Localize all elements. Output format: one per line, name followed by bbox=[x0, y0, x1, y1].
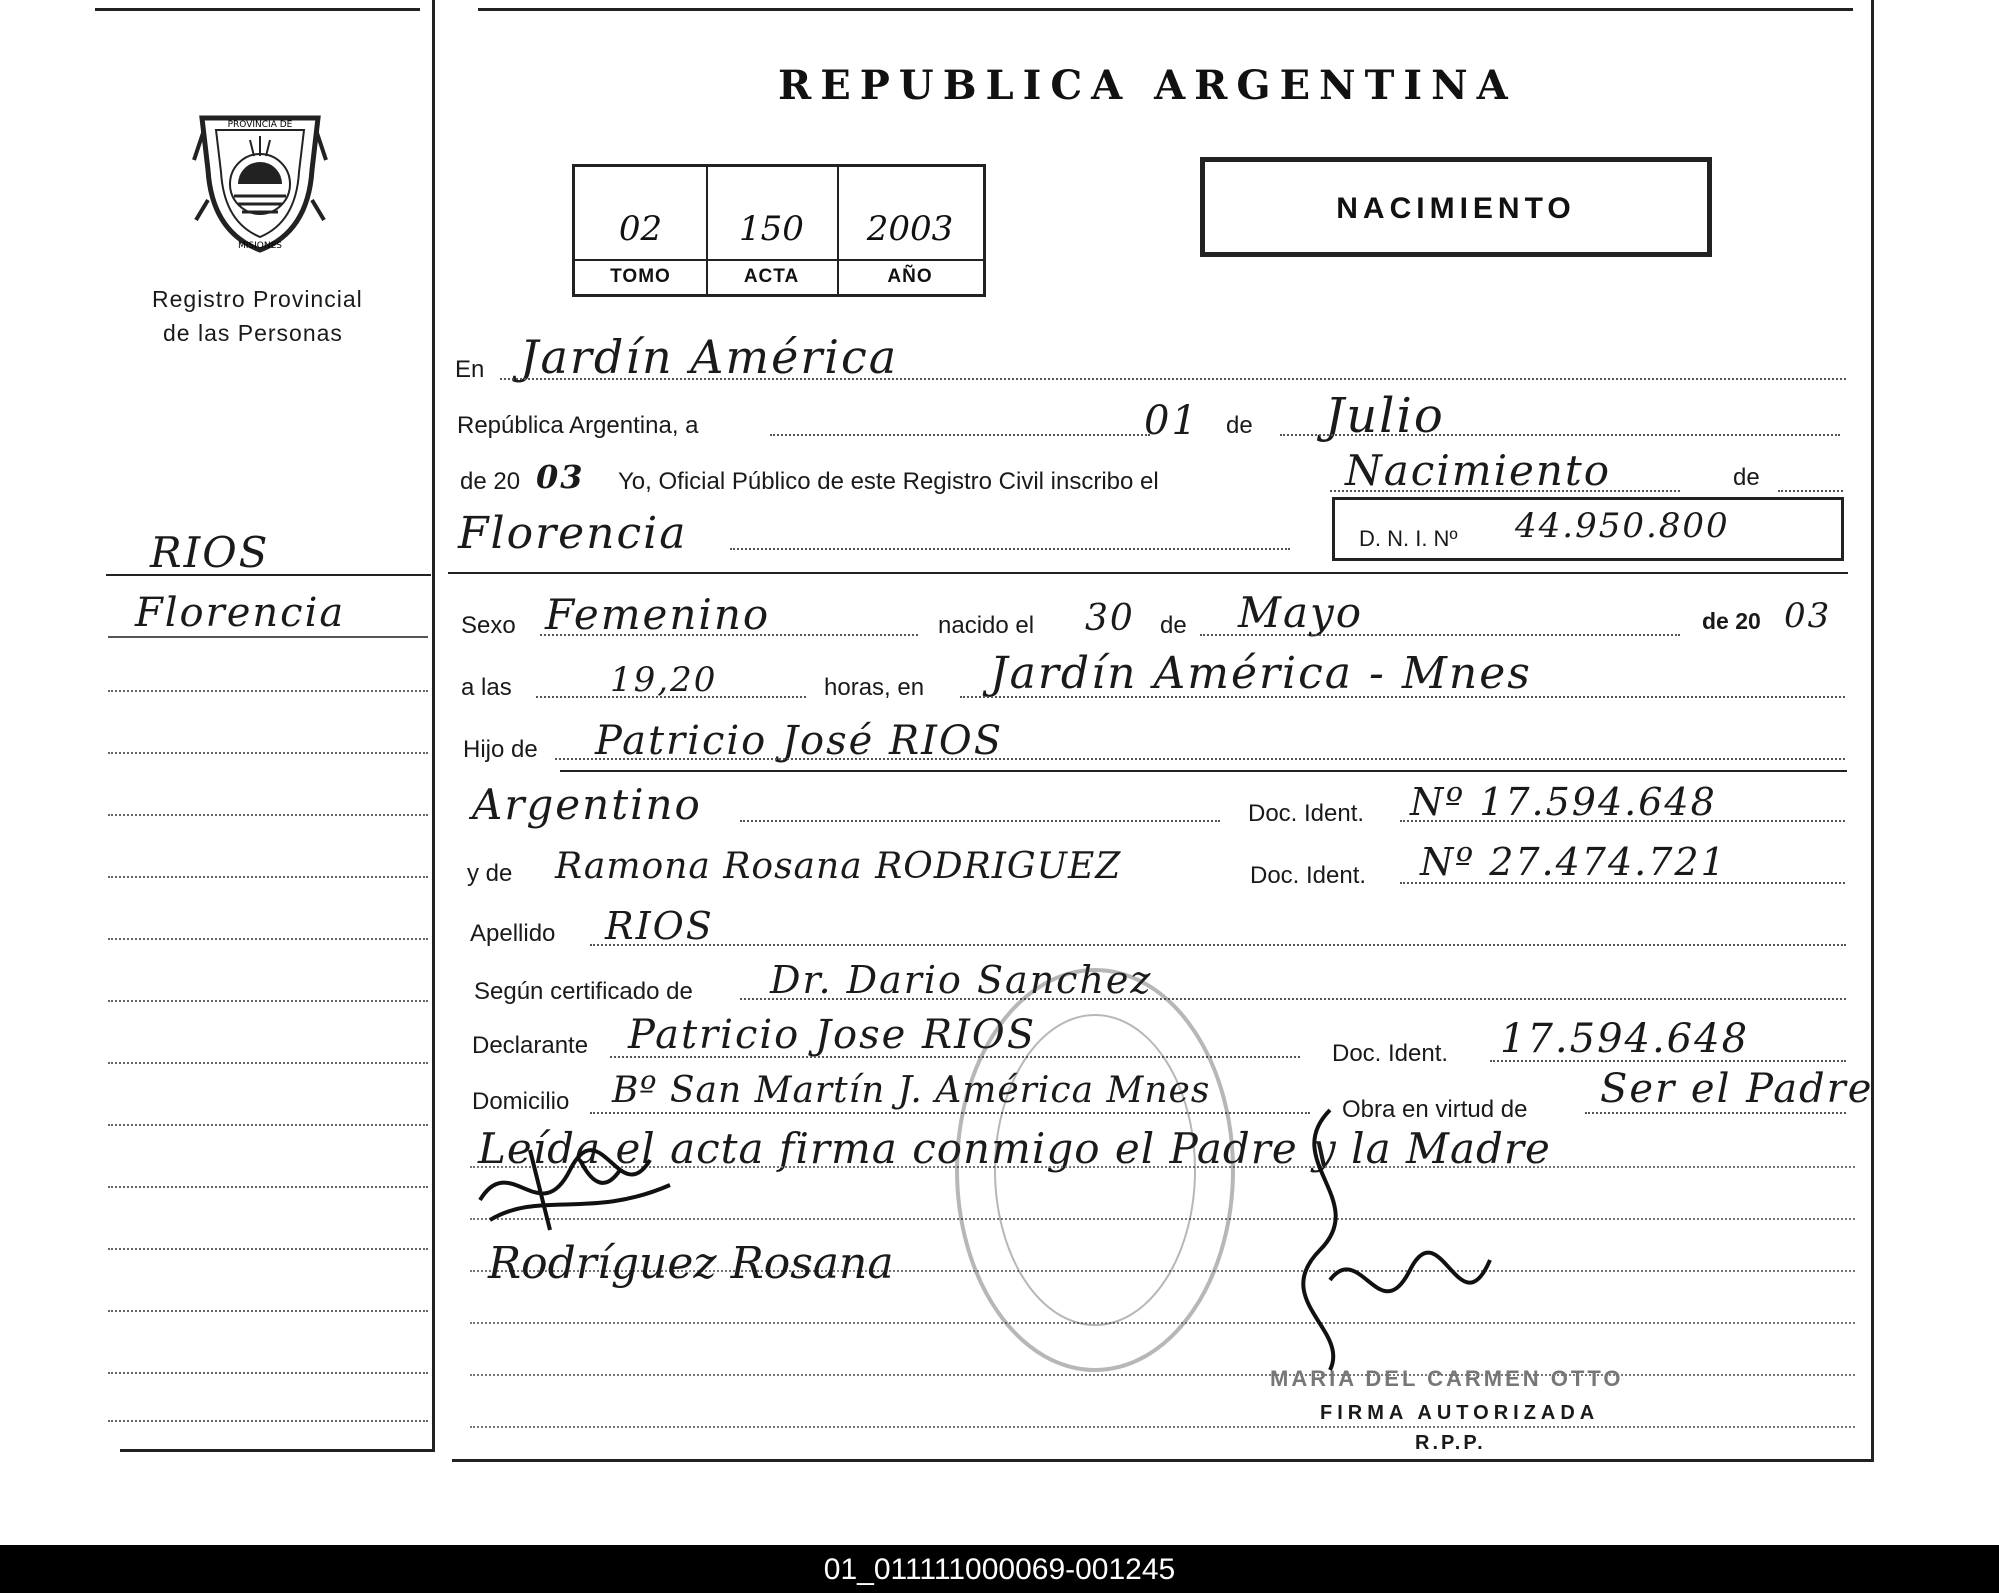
father-line bbox=[555, 758, 1845, 760]
top-rule-left bbox=[95, 8, 420, 11]
registration-year-suffix: 03 bbox=[536, 458, 585, 496]
republica-label: República Argentina, a bbox=[457, 412, 699, 439]
top-rule-right bbox=[478, 8, 1853, 11]
first-name-line bbox=[730, 548, 1290, 550]
record-number-box bbox=[572, 164, 986, 297]
segun-label: Según certificado de bbox=[474, 978, 693, 1005]
doc-ident-label-2: Doc. Ident. bbox=[1250, 862, 1367, 889]
margin-line bbox=[108, 1420, 428, 1422]
domicile: Bº San Martín J. América Mnes bbox=[612, 1070, 1211, 1111]
hour-line bbox=[536, 696, 806, 698]
dni-value: 44.950.800 bbox=[1515, 506, 1730, 546]
mother-name: Ramona Rosana RODRIGUEZ bbox=[555, 846, 1122, 887]
birth-year-suffix: 03 bbox=[1784, 596, 1832, 636]
margin-line bbox=[108, 752, 428, 754]
declarant-name: Patricio Jose RIOS bbox=[628, 1012, 1037, 1058]
de-label-1: de bbox=[1226, 412, 1253, 439]
registry-line2: de las Personas bbox=[163, 320, 343, 346]
de-label-3: de bbox=[1160, 612, 1187, 639]
footer-bar bbox=[0, 1545, 1999, 1593]
doc-type-title: NACIMIENTO bbox=[1336, 192, 1576, 225]
month-line bbox=[1280, 434, 1840, 436]
day-line bbox=[770, 434, 1150, 436]
registration-place: Jardín América bbox=[520, 330, 899, 384]
birth-year-prefix: de 20 bbox=[1702, 608, 1761, 634]
doc-ident-label-1: Doc. Ident. bbox=[1248, 800, 1365, 827]
certificado-line bbox=[740, 998, 1846, 1000]
father-doc: Nº 17.594.648 bbox=[1410, 780, 1717, 824]
horas-label: horas, en bbox=[824, 674, 925, 701]
margin-line bbox=[108, 1186, 428, 1188]
mother-doc: Nº 27.474.721 bbox=[1420, 840, 1727, 884]
anio-label: AÑO bbox=[887, 266, 933, 287]
tomo-label: TOMO bbox=[610, 266, 671, 287]
margin-rule-2 bbox=[108, 636, 428, 638]
column-divider bbox=[432, 0, 435, 1452]
margin-line bbox=[108, 1000, 428, 1002]
dni-box bbox=[1332, 497, 1844, 561]
margin-given-name: Florencia bbox=[135, 590, 346, 636]
margin-line bbox=[108, 938, 428, 940]
ruled-line bbox=[470, 1426, 1855, 1428]
obra-line bbox=[1585, 1112, 1846, 1114]
bottom-rule-right bbox=[452, 1459, 1872, 1462]
registry-line1: Registro Provincial bbox=[152, 286, 363, 312]
province-seal bbox=[190, 100, 330, 260]
declarant-doc: 17.594.648 bbox=[1500, 1016, 1750, 1062]
registration-month: Julio bbox=[1325, 388, 1445, 444]
yde-label: y de bbox=[467, 860, 513, 887]
declarant-doc-line bbox=[1490, 1060, 1846, 1062]
act-type-line bbox=[1330, 490, 1680, 492]
official-round-stamp bbox=[950, 960, 1240, 1380]
surname: RIOS bbox=[605, 904, 714, 948]
svg-text:PROVINCIA DE: PROVINCIA DE bbox=[227, 120, 293, 130]
de-label-2: de bbox=[1733, 464, 1760, 491]
father-signature bbox=[470, 1130, 690, 1240]
tomo-cell bbox=[575, 167, 708, 294]
margin-line bbox=[108, 1062, 428, 1064]
document-code: 01_011111000069-001245 bbox=[823, 1553, 1176, 1586]
certifying-doctor: Dr. Dario Sanchez bbox=[770, 958, 1153, 1002]
acta-label: ACTA bbox=[743, 266, 800, 287]
birth-hour: 19,20 bbox=[610, 660, 718, 700]
margin-line bbox=[108, 1310, 428, 1312]
authorized-signature-label: FIRMA AUTORIZADA bbox=[1320, 1402, 1600, 1424]
anio-cell bbox=[837, 167, 983, 294]
de-tail-line bbox=[1778, 490, 1843, 492]
nationality-line bbox=[740, 820, 1220, 822]
dni-label: D. N. I. Nº bbox=[1359, 526, 1458, 551]
margin-line bbox=[108, 690, 428, 692]
birth-month-line bbox=[1200, 634, 1680, 636]
margin-line bbox=[108, 1372, 428, 1374]
tomo-value: 02 bbox=[618, 209, 663, 249]
declarante-label: Declarante bbox=[472, 1032, 589, 1059]
official-signature bbox=[1290, 1100, 1500, 1380]
record-box-divider bbox=[575, 259, 983, 261]
en-line bbox=[500, 378, 1846, 380]
anio-value: 2003 bbox=[866, 209, 954, 249]
margin-line bbox=[108, 876, 428, 878]
doc-ident-label-3: Doc. Ident. bbox=[1332, 1040, 1449, 1067]
domicilio-label: Domicilio bbox=[472, 1088, 570, 1115]
section-rule bbox=[448, 572, 1848, 574]
obra-label: Obra en virtud de bbox=[1342, 1096, 1528, 1123]
year-prefix: de 20 bbox=[460, 468, 521, 495]
surname-line bbox=[590, 944, 1846, 946]
nacido-label: nacido el bbox=[938, 612, 1035, 639]
birth-place-line bbox=[960, 696, 1845, 698]
birth-month: Mayo bbox=[1238, 588, 1364, 637]
margin-rule-1 bbox=[106, 574, 431, 576]
sex-value: Femenino bbox=[545, 590, 771, 639]
hijo-label: Hijo de bbox=[463, 736, 538, 763]
official-name-stamp: MARIA DEL CARMEN OTTO bbox=[1270, 1366, 1624, 1391]
right-frame-edge bbox=[1871, 0, 1874, 1462]
margin-line bbox=[108, 1248, 428, 1250]
act-type: Nacimiento bbox=[1345, 446, 1612, 495]
margin-line bbox=[108, 814, 428, 816]
margin-surname: RIOS bbox=[150, 528, 270, 577]
mother-doc-line bbox=[1400, 882, 1845, 884]
margin-line bbox=[108, 1124, 428, 1126]
en-label: En bbox=[455, 356, 485, 383]
doc-type-box bbox=[1200, 157, 1712, 257]
obra-value: Ser el Padre bbox=[1600, 1066, 1874, 1112]
registration-day: 01 bbox=[1144, 398, 1199, 444]
birth-place: Jardín América - Mnes bbox=[990, 648, 1532, 699]
sex-line bbox=[540, 634, 918, 636]
first-name: Florencia bbox=[458, 508, 688, 559]
father-name: Patricio José RIOS bbox=[595, 718, 1004, 764]
alas-label: a las bbox=[461, 674, 512, 701]
sexo-label: Sexo bbox=[461, 612, 516, 639]
birth-day: 30 bbox=[1085, 598, 1135, 639]
mother-signature: Rodríguez Rosana bbox=[488, 1238, 894, 1289]
bottom-rule-left bbox=[120, 1449, 432, 1452]
father-doc-line bbox=[1400, 820, 1845, 822]
father-rule bbox=[560, 770, 1847, 772]
svg-text:MISIONES: MISIONES bbox=[237, 241, 283, 251]
closing-statement: Leída el acta firma conmigo el Padre y la Madre bbox=[478, 1124, 1551, 1173]
yo-text: Yo, Oficial Público de este Registro Civil inscribo el bbox=[618, 468, 1159, 495]
rpp-label: R.P.P. bbox=[1415, 1432, 1486, 1454]
acta-cell bbox=[706, 167, 839, 294]
acta-value: 150 bbox=[739, 209, 804, 249]
country-title: REPUBLICA ARGENTINA bbox=[778, 62, 1517, 109]
apellido-label: Apellido bbox=[470, 920, 556, 947]
father-nationality: Argentino bbox=[472, 780, 702, 829]
